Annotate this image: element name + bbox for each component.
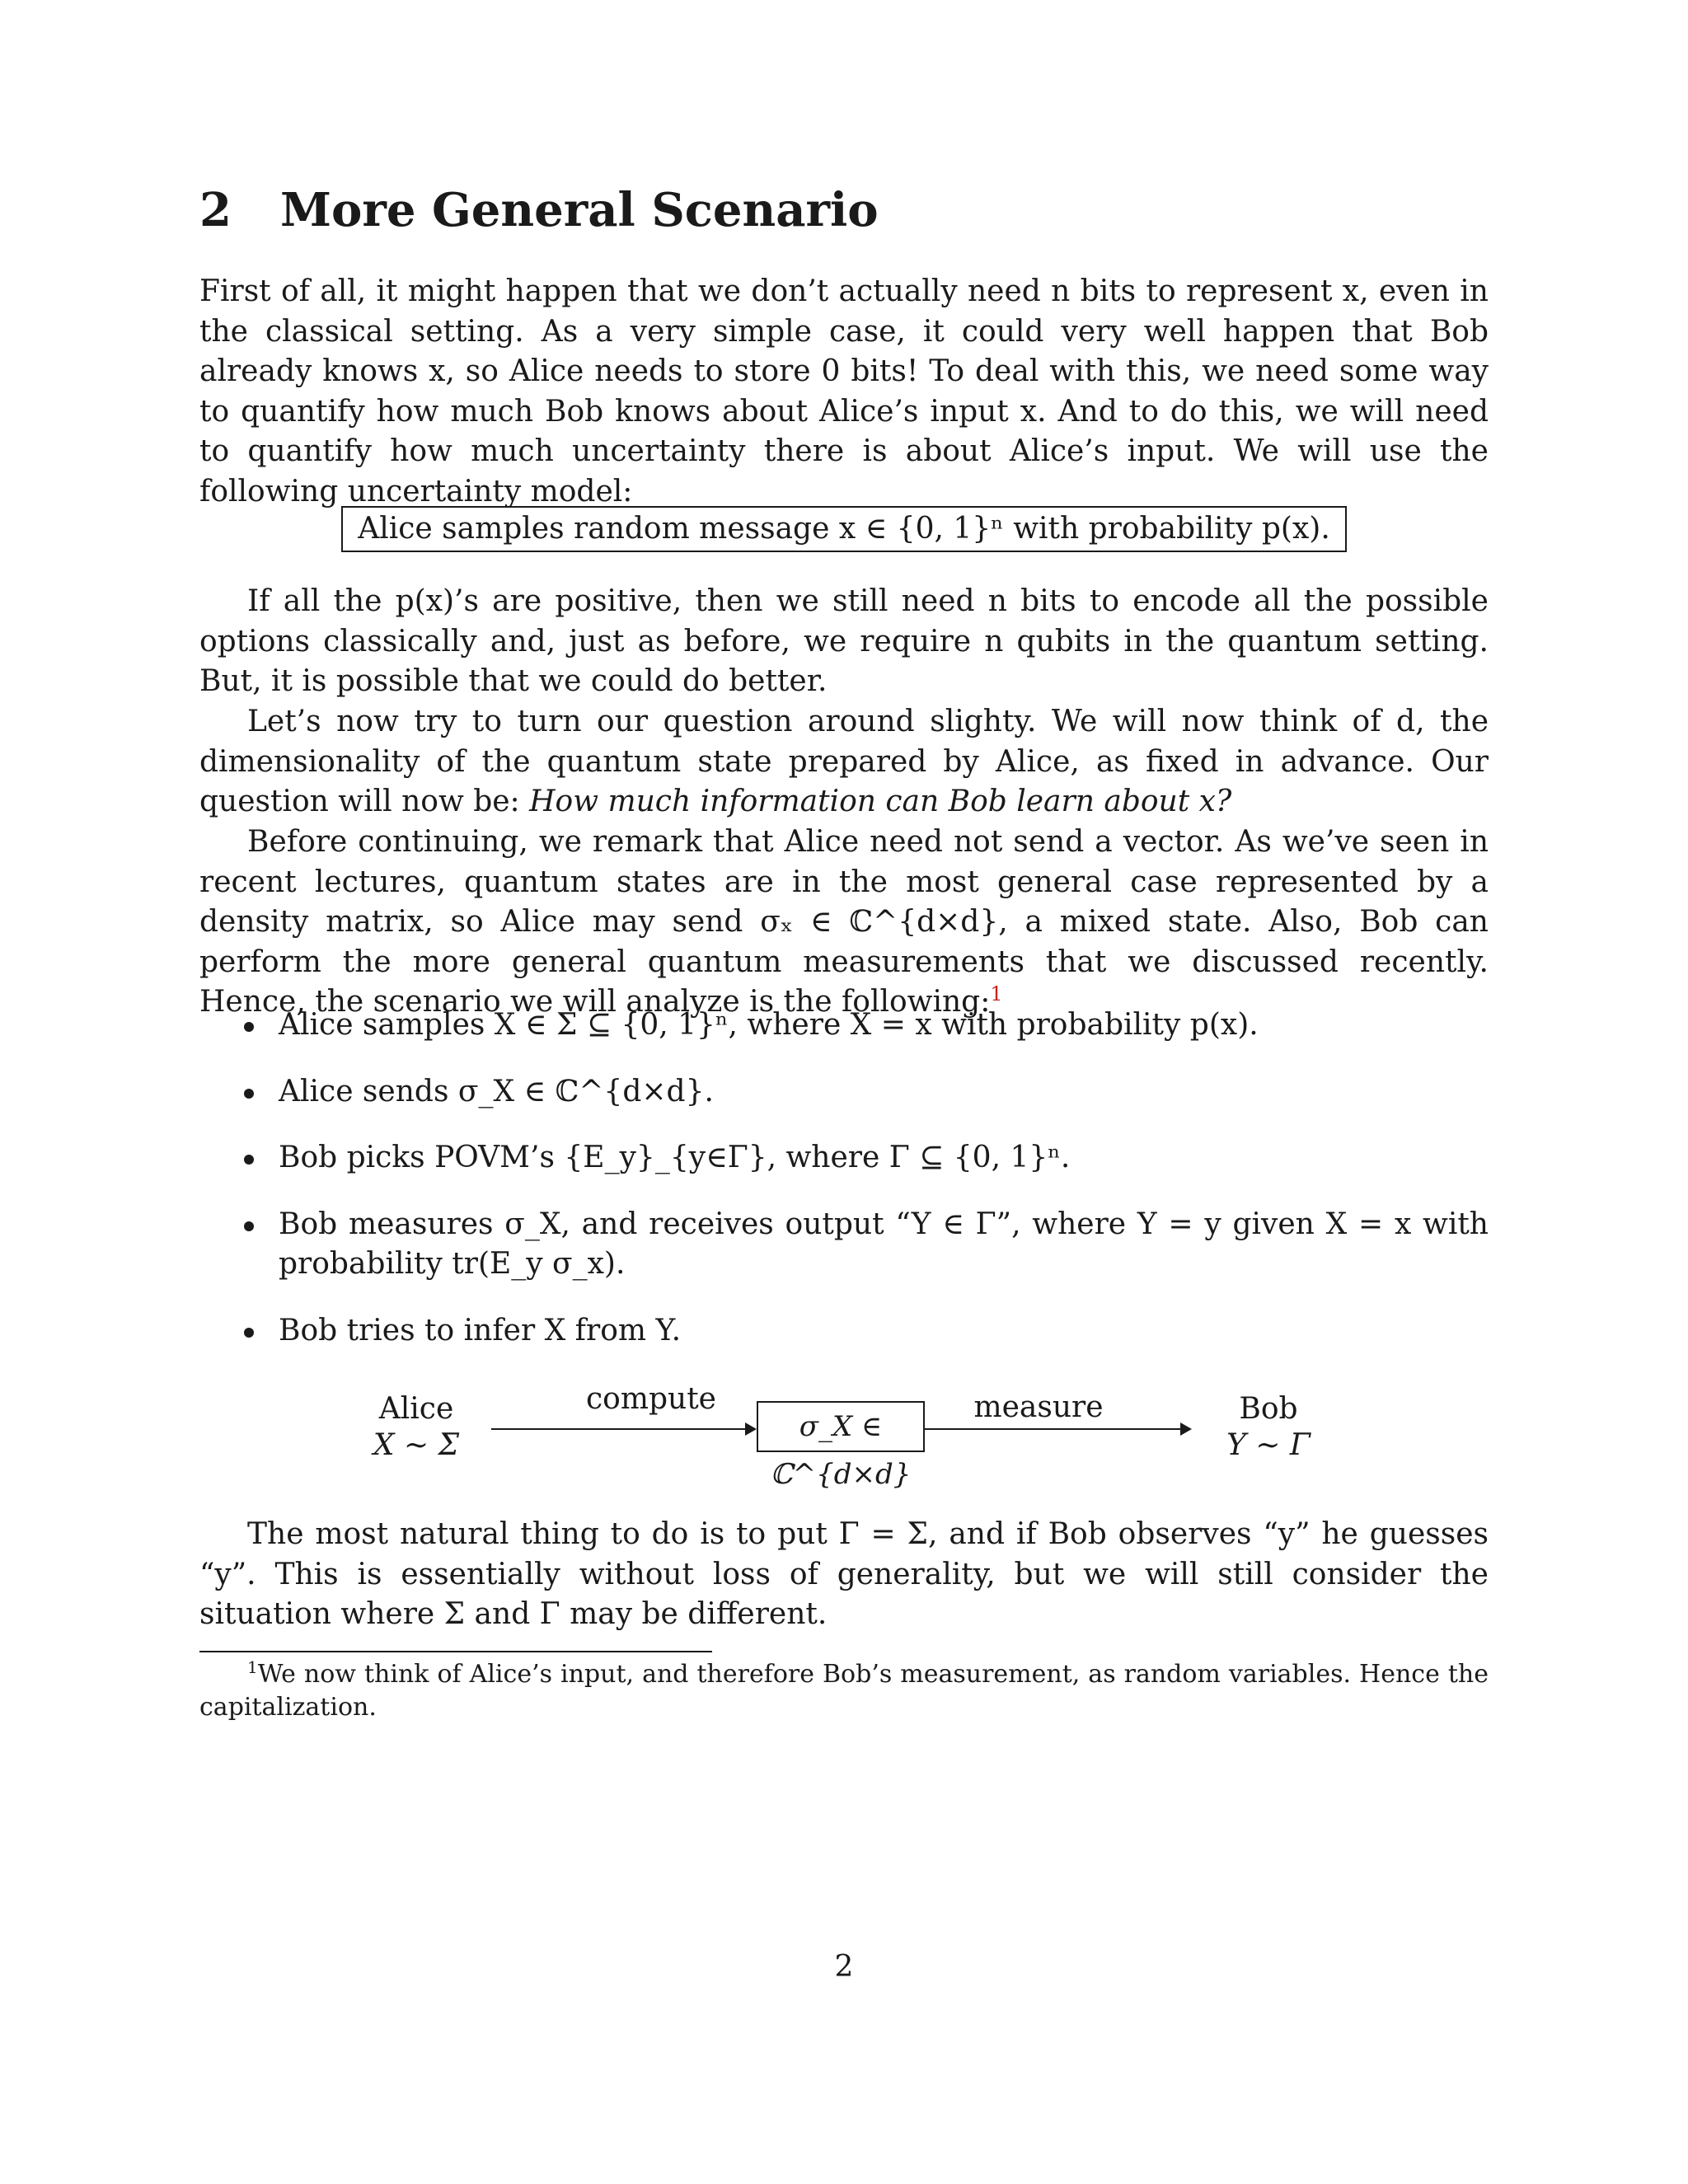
measure-label: measure (973, 1390, 1104, 1424)
bob-node (1198, 1391, 1339, 1464)
bullet-item (239, 1072, 1489, 1113)
alice-node (346, 1391, 486, 1464)
page-number: 2 (834, 1950, 854, 1984)
paragraph-remark-text: Before continuing, we remark that Alice need not send a vector. As we’ve seen in recent lectures, quantum states are in the most general case represented by a density matrix, so Alice may send σₓ ∈ ℂ^{d×d}, a mixed state. Also, Bob can perform the more general quantum measurements that we discussed recently. Hence, the scenario we will analyze is the following: (199, 825, 1489, 1019)
compute-label: compute (586, 1382, 716, 1416)
section-number: 2 (199, 183, 232, 237)
uncertainty-model-box: Alice samples random message x ∈ {0, 1}ⁿ with probability p(x). (341, 506, 1347, 552)
paragraph-natural: The most natural thing to do is to put Γ = Σ, and if Bob observes “y” he guesses “y”. This is essentially without loss of generality, but we will still consider the situation where Σ and Γ may be different. (199, 1517, 1489, 1631)
alice-distribution: X ∼ Σ (373, 1428, 460, 1462)
arrow-head-icon (1180, 1422, 1192, 1436)
footnote-mark: 1 (247, 1657, 258, 1677)
footnote-text: We now think of Alice’s input, and therefore Bob’s measurement, as random variables. Hence the capitalization. (199, 1660, 1489, 1722)
model-box-wrapper (0, 506, 1688, 552)
alice-label: Alice (378, 1392, 454, 1426)
intro-paragraph: First of all, it might happen that we don’t actually need n bits to represent x, even in the classical setting. As a very simple case, it could very well happen that Bob already knows x, so Alice needs to store 0 bits! To deal with this, we need some way to quantify how much Bob knows about Alice’s input x. And to do this, we will need to quantify how much uncertainty there is about Alice’s input. We will use the following uncertainty model: (199, 274, 1489, 509)
bullet-icon (244, 1221, 254, 1231)
footnote-divider (199, 1651, 712, 1652)
measure-arrow (925, 1428, 1190, 1430)
bullet-item (239, 1138, 1489, 1179)
bullet-text: Bob tries to infer X from Y. (279, 1313, 682, 1347)
paragraph-turn (199, 702, 1489, 823)
paragraph-positive: If all the p(x)’s are positive, then we still need n bits to encode all the possible options classically and, just as before, we require n qubits in the quantum setting. But, it is possible that we could do better. (199, 584, 1489, 698)
footnote-reference[interactable]: 1 (990, 982, 1003, 1005)
bullet-item (239, 1311, 1489, 1352)
section-title: More General Scenario (280, 183, 879, 237)
scenario-bullet-list (239, 1005, 1489, 1351)
section-heading (199, 183, 879, 237)
state-box: σ_X ∈ ℂ^{d×d} (757, 1401, 925, 1452)
arrow-head-icon (745, 1422, 757, 1436)
bullet-icon (244, 1155, 254, 1165)
bullet-text: Bob picks POVM’s {E_y}_{y∈Γ}, where Γ ⊆ {0, 1}ⁿ. (279, 1141, 1071, 1174)
bullet-icon (244, 1089, 254, 1099)
question-italic: How much information can Bob learn about x? (529, 785, 1232, 818)
paragraph-remark (199, 823, 1489, 1023)
footnote (199, 1658, 1489, 1724)
bullet-icon (244, 1022, 254, 1032)
bullet-icon (244, 1328, 254, 1338)
bob-distribution: Y ∼ Γ (1226, 1428, 1311, 1462)
bullet-text: Alice sends σ_X ∈ ℂ^{d×d}. (279, 1074, 714, 1108)
compute-arrow (491, 1428, 755, 1430)
paragraph-turn-text: Let’s now try to turn our question around slighty. We will now think of d, the dimensionality of the quantum state prepared by Alice, as fixed in advance. Our question will now be: (199, 705, 1489, 818)
bullet-item (239, 1205, 1489, 1285)
bullet-item (239, 1005, 1489, 1046)
bullet-text: Alice samples X ∈ Σ ⊆ {0, 1}ⁿ, where X = x with probability p(x). (279, 1008, 1259, 1042)
bob-label: Bob (1239, 1392, 1298, 1426)
bullet-text: Bob measures σ_X, and receives output “Y ∈ Γ”, where Y = y given X = x with probability tr(E_y σ_x). (279, 1207, 1489, 1281)
